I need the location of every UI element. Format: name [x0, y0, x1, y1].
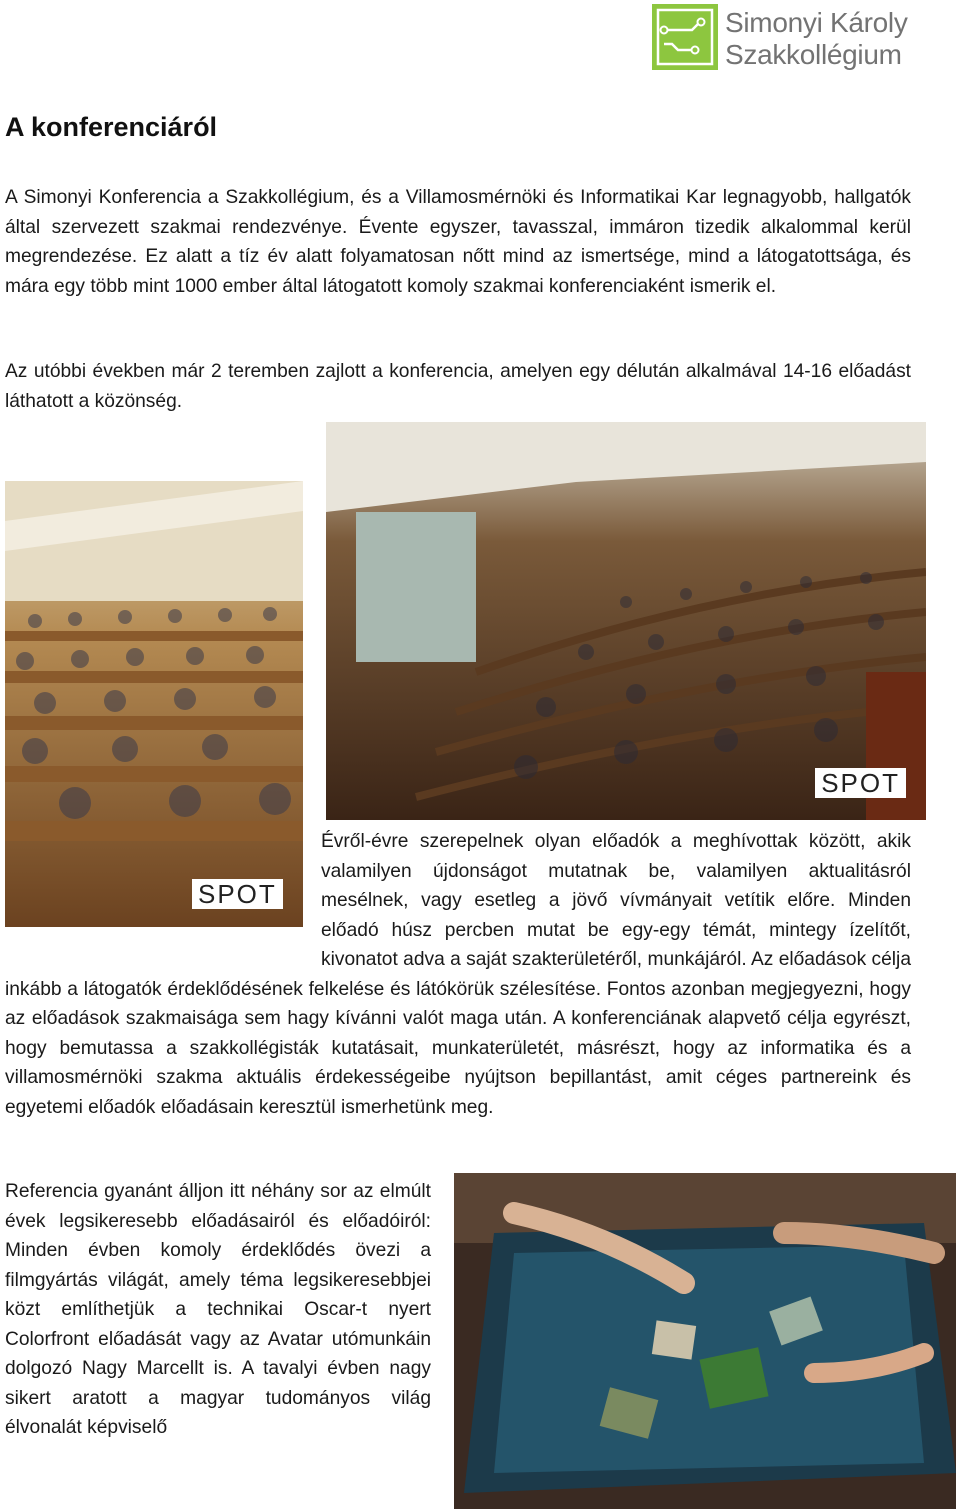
lecture-hall-photo-right: [326, 422, 926, 820]
halls-paragraph: Az utóbbi években már 2 teremben zajlott a konferencia, amelyen egy délután alkalmával 14-16 előadást láthatott a közönség.: [5, 361, 911, 412]
speakers-paragraph: [5, 827, 911, 1122]
reference-paragraph: Referencia gyanánt álljon itt néhány sor az elmúlt évek legsikeresebb előadásairól és előadóiról: Minden évben komoly érdeklődés övezi a filmgyártás világát, amely téma legsikeresebbjei közt említhetjük a technikai Oscar-t nyert Colorfront előadását vagy az Avatar utómunkáin dolgozó Nagy Marcellt is. A tavalyi évben nagy sikert aratott a magyar tudományos világ élvonalát képviselő: [5, 1181, 431, 1438]
photo-wrap-space: [5, 827, 321, 947]
header-logo: [652, 4, 952, 72]
speakers-text: Évről-évre szerepelnek olyan előadók a meghívottak között, akik valamilyen újdonságot mutatnak be, valamilyen aktualitásról mesélnek, vagy esetleg a jövő vívmányait vetítik előre. Minden előadó húsz percben mutat be egy-egy témát, mintegy ízelítőt, kivonatot adva a saját szakterületéről, munkájáról. Az előadások célja inkább a látogatók érdeklődésének felkelése és látókörük szélesítése. Fontos azonban megjegyezni, hogy az előadások szakmaisága sem hagy kívánni valót maga után. A konferenciának alapvető célja egyrészt, hogy bemutassa a szakkollégisták kutatásait, munkaterületét, másrészt, hogy az informatika és a villamosmérnöki szakma aktuális érdekességeibe nyújtson bepillantást, amit céges partnereink és egyetemi előadók előadásain keresztül ismerhetünk meg.: [5, 831, 911, 1118]
intro-paragraph: A Simonyi Konferencia a Szakkollégium, és a Villamosmérnöki és Informatikai Kar legnagyobb, hallgatók által szervezett szakmai rendezvénye. Évente egyszer, tavasszal, immáron tizedik alkalommal kerül megrendezése. Ez alatt a tíz év alatt folyamatosan nőtt mind az ismertsége, mind a látogatottsága, és mára egy több mint 1000 ember által látogatott komoly szakmai konferenciaként ismerik el.: [5, 187, 911, 297]
logo-wordmark: [725, 7, 908, 71]
page-title: A konferenciáról: [5, 112, 218, 142]
spot-watermark: SPOT: [815, 768, 906, 798]
logo-line-2: Szakkollégium: [725, 39, 902, 70]
circuit-logo-icon: [652, 4, 718, 70]
spot-watermark: SPOT: [192, 879, 283, 909]
touch-table-photo: [454, 1173, 956, 1509]
logo-line-1: Simonyi Károly: [725, 7, 908, 38]
